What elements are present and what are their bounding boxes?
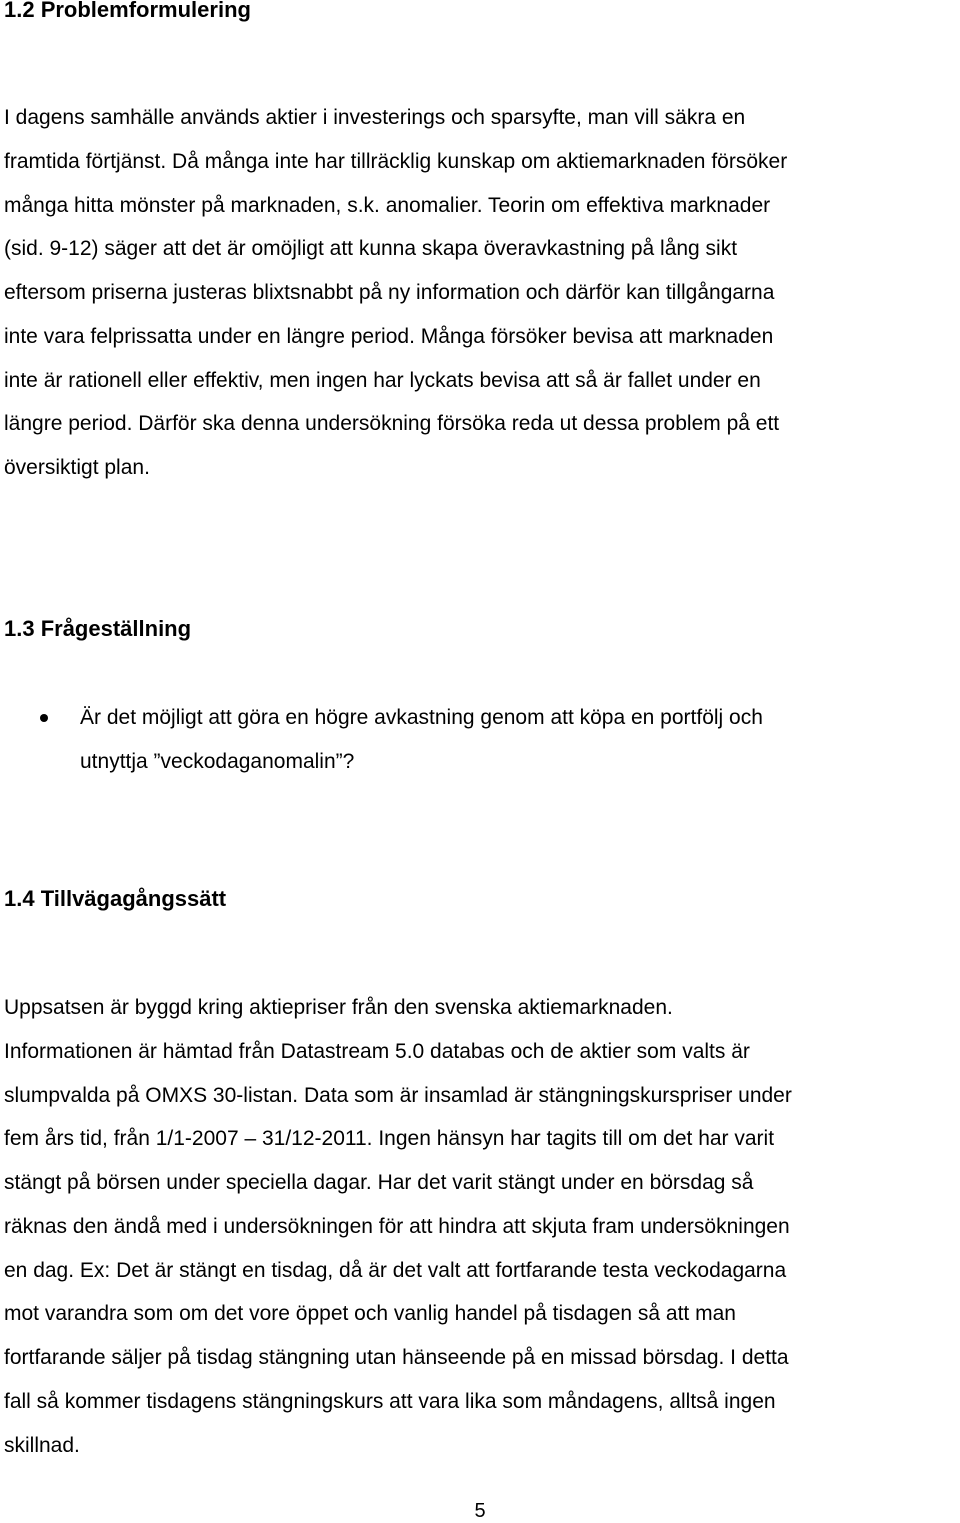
section-heading-fragestallning: 1.3 Frågeställning	[4, 616, 192, 641]
paragraph-tillvagagangssatt	[4, 986, 956, 1467]
paragraph-problemformulering	[4, 96, 956, 490]
text-line: stängt på börsen under speciella dagar. Har det varit stängt under en börsdag så	[4, 1171, 754, 1194]
text-line: fortfarande säljer på tisdag stängning utan hänseende på en missad börsdag. I detta	[4, 1346, 789, 1369]
text-line: Är det möjligt att göra en högre avkastning genom att köpa en portfölj och	[80, 706, 763, 729]
text-line: skillnad.	[4, 1433, 80, 1457]
page-number: 5	[474, 1500, 486, 1522]
text-line: framtida förtjänst. Då många inte har tillräcklig kunskap om aktiemarknaden försöker	[4, 149, 788, 173]
text-line: (sid. 9-12) säger att det är omöjligt att kunna skapa överavkastning på lång sikt	[4, 237, 738, 261]
bullet-text	[80, 696, 950, 784]
text-line: en dag. Ex: Det är stängt en tisdag, då är det valt att fortfarande testa veckodagarna	[4, 1258, 787, 1282]
text-line: eftersom priserna justeras blixtsnabbt på ny information och därför kan tillgångarna	[4, 281, 775, 304]
section-heading-problemformulering: 1.2 Problemformulering	[4, 0, 251, 22]
text-line: många hitta mönster på marknaden, s.k. anomalier. Teorin om effektiva marknader	[4, 193, 771, 217]
text-line: fall så kommer tisdagens stängningskurs att vara lika som måndagens, alltså ingen	[4, 1389, 776, 1413]
text-line: inte är rationell eller effektiv, men ingen har lyckats bevisa att så är fallet under en	[4, 368, 761, 392]
text-line: längre period. Därför ska denna undersökning försöka reda ut dessa problem på ett	[4, 412, 780, 436]
text-line: slumpvalda på OMXS 30-listan. Data som är insamlad är stängningskurspriser under	[4, 1083, 792, 1107]
text-line: räknas den ändå med i undersökningen för att hindra att skjuta fram undersökningen	[4, 1214, 790, 1238]
text-line: mot varandra som om det vore öppet och vanlig handel på tisdagen så att man	[4, 1302, 736, 1326]
text-line: översiktigt plan.	[4, 456, 150, 479]
text-line: Informationen är hämtad från Datastream 5.0 databas och de aktier som valts är	[4, 1039, 750, 1063]
text-line: Uppsatsen är byggd kring aktiepriser från den svenska aktiemarknaden.	[4, 996, 673, 1019]
section-heading-tillvagagangssatt: 1.4 Tillvägagångssätt	[4, 886, 227, 911]
text-line: I dagens samhälle används aktier i investerings och sparsyfte, man vill säkra en	[4, 106, 746, 129]
text-line: utnyttja ”veckodaganomalin”?	[80, 749, 355, 773]
text-line: fem års tid, från 1/1-2007 – 31/12-2011. Ingen hänsyn har tagits till om det har varit	[4, 1127, 775, 1151]
text-line: inte vara felprissatta under en längre period. Många försöker bevisa att marknaden	[4, 324, 774, 348]
bullet-dot-icon	[40, 714, 48, 722]
